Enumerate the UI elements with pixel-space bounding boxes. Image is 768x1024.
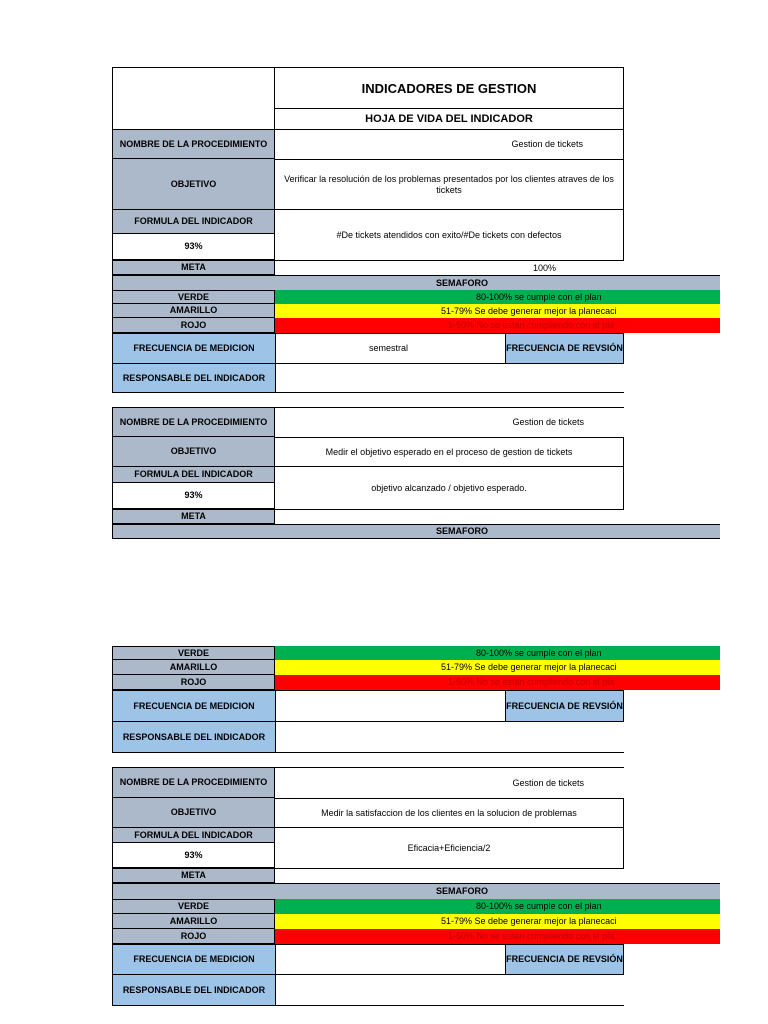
- rojo-text: 1-50% No se estan cumpliendo con el pla: [448, 931, 615, 941]
- rojo-text: 1-50% No se estan cumpliendo con el pla: [448, 320, 615, 330]
- nombre-label: NOMBRE DE LA PROCEDIMIENTO: [112, 130, 275, 159]
- meta-value: [275, 868, 624, 883]
- nombre-label: NOMBRE DE LA PROCEDIMIENTO: [112, 407, 275, 437]
- formula-value: objetivo alcanzado / objetivo esperado.: [275, 467, 624, 509]
- semaforo-header: [112, 524, 720, 539]
- formula-value: Eficacia+Eficiencia/2: [275, 828, 624, 868]
- semaforo-text: SEMAFORO: [436, 277, 489, 288]
- rojo-overflow: [624, 675, 720, 690]
- procedimiento-text: Gestion de tickets: [512, 417, 584, 427]
- amarillo-overflow: [624, 660, 720, 675]
- formula-value: #De tickets atendidos con exito/#De tickets con defectos: [275, 210, 624, 260]
- objetivo-value: Medir la satisfaccion de los clientes en la solucion de problemas: [275, 798, 624, 828]
- meta-value: [275, 509, 624, 524]
- rojo-label: ROJO: [112, 929, 275, 944]
- amarillo-text: 51-79% Se debe generar mejor la planecaci: [441, 305, 617, 316]
- procedimiento-value: [275, 130, 624, 159]
- verde-text: 80-100% se cumple con el plan: [476, 647, 602, 658]
- resultado-value: 93%: [112, 234, 275, 260]
- meta-label: META: [112, 868, 275, 883]
- frecuencia-medicion-label: FRECUENCIA DE MEDICION: [112, 333, 276, 364]
- verde-value: [275, 290, 720, 304]
- frecuencia-revision-label: FRECUENCIA DE REVSIÓN: [505, 944, 624, 975]
- amarillo-value: [275, 660, 624, 675]
- formula-label: FORMULA DEL INDICADOR: [112, 210, 275, 234]
- semaforo-header: [112, 275, 720, 290]
- amarillo-label: AMARILLO: [112, 304, 275, 318]
- rojo-overflow: [624, 318, 720, 333]
- rojo-value: [275, 318, 624, 333]
- verde-label: VERDE: [112, 646, 275, 660]
- frecuencia-medicion-text: semestral: [369, 343, 409, 353]
- rojo-label: ROJO: [112, 318, 275, 333]
- page-subtitle: HOJA DE VIDA DEL INDICADOR: [275, 109, 624, 130]
- amarillo-text: 51-79% Se debe generar mejor la planecaci: [441, 662, 617, 672]
- amarillo-value: [275, 914, 624, 929]
- objetivo-label: OBJETIVO: [112, 437, 275, 467]
- responsable-label: RESPONSABLE DEL INDICADOR: [112, 975, 276, 1006]
- responsable-value: [276, 975, 624, 1006]
- meta-value: [275, 260, 624, 275]
- verde-text: 80-100% se cumple con el plan: [476, 901, 602, 911]
- objetivo-label: OBJETIVO: [112, 159, 275, 210]
- verde-text: 80-100% se cumple con el plan: [476, 291, 602, 302]
- amarillo-label: AMARILLO: [112, 914, 275, 929]
- responsable-label: RESPONSABLE DEL INDICADOR: [112, 722, 276, 753]
- responsable-label: RESPONSABLE DEL INDICADOR: [112, 364, 276, 393]
- objetivo-value: Verificar la resolución de los problemas presentados por los clientes atraves de los tickets: [275, 159, 624, 210]
- rojo-overflow: [624, 929, 720, 944]
- verde-value: [275, 899, 720, 914]
- meta-text: 100%: [532, 262, 556, 273]
- resultado-value: 93%: [112, 483, 275, 509]
- header-logo-cell: [112, 67, 275, 130]
- rojo-value: [275, 929, 624, 944]
- procedimiento-text: Gestion de tickets: [511, 139, 583, 149]
- amarillo-value: [275, 304, 624, 318]
- resultado-value: 93%: [112, 843, 275, 868]
- verde-label: VERDE: [112, 899, 275, 914]
- procedimiento-value: [275, 407, 624, 437]
- page-title: INDICADORES DE GESTION: [275, 67, 624, 109]
- meta-label: META: [112, 260, 275, 275]
- frecuencia-revision-label: FRECUENCIA DE REVSIÓN: [505, 333, 624, 364]
- formula-label: FORMULA DEL INDICADOR: [112, 828, 275, 843]
- amarillo-overflow: [624, 914, 720, 929]
- procedimiento-text: Gestion de tickets: [512, 777, 584, 788]
- amarillo-label: AMARILLO: [112, 660, 275, 675]
- rojo-label: ROJO: [112, 675, 275, 690]
- semaforo-text: SEMAFORO: [436, 526, 489, 536]
- nombre-label: NOMBRE DE LA PROCEDIMIENTO: [112, 767, 275, 798]
- objetivo-value: Medir el objetivo esperado en el proceso de gestion de tickets: [275, 437, 624, 467]
- verde-value: [275, 646, 720, 660]
- frecuencia-medicion-value: [276, 690, 505, 722]
- frecuencia-revision-label: FRECUENCIA DE REVSIÓN: [505, 690, 624, 722]
- amarillo-overflow: [624, 304, 720, 318]
- formula-label: FORMULA DEL INDICADOR: [112, 467, 275, 483]
- semaforo-text: SEMAFORO: [436, 886, 489, 896]
- semaforo-header: [112, 883, 720, 899]
- responsable-value: [276, 364, 624, 393]
- amarillo-text: 51-79% Se debe generar mejor la planecaci: [441, 916, 617, 926]
- responsable-value: [276, 722, 624, 753]
- frecuencia-medicion-value: [276, 944, 505, 975]
- verde-label: VERDE: [112, 290, 275, 304]
- objetivo-label: OBJETIVO: [112, 798, 275, 828]
- meta-label: META: [112, 509, 275, 524]
- rojo-text: 1-50% No se estan cumpliendo con el pla: [448, 677, 615, 687]
- frecuencia-medicion-value: [276, 333, 505, 364]
- procedimiento-value: [275, 767, 624, 798]
- frecuencia-medicion-label: FRECUENCIA DE MEDICION: [112, 690, 276, 722]
- frecuencia-medicion-label: FRECUENCIA DE MEDICION: [112, 944, 276, 975]
- rojo-value: [275, 675, 624, 690]
